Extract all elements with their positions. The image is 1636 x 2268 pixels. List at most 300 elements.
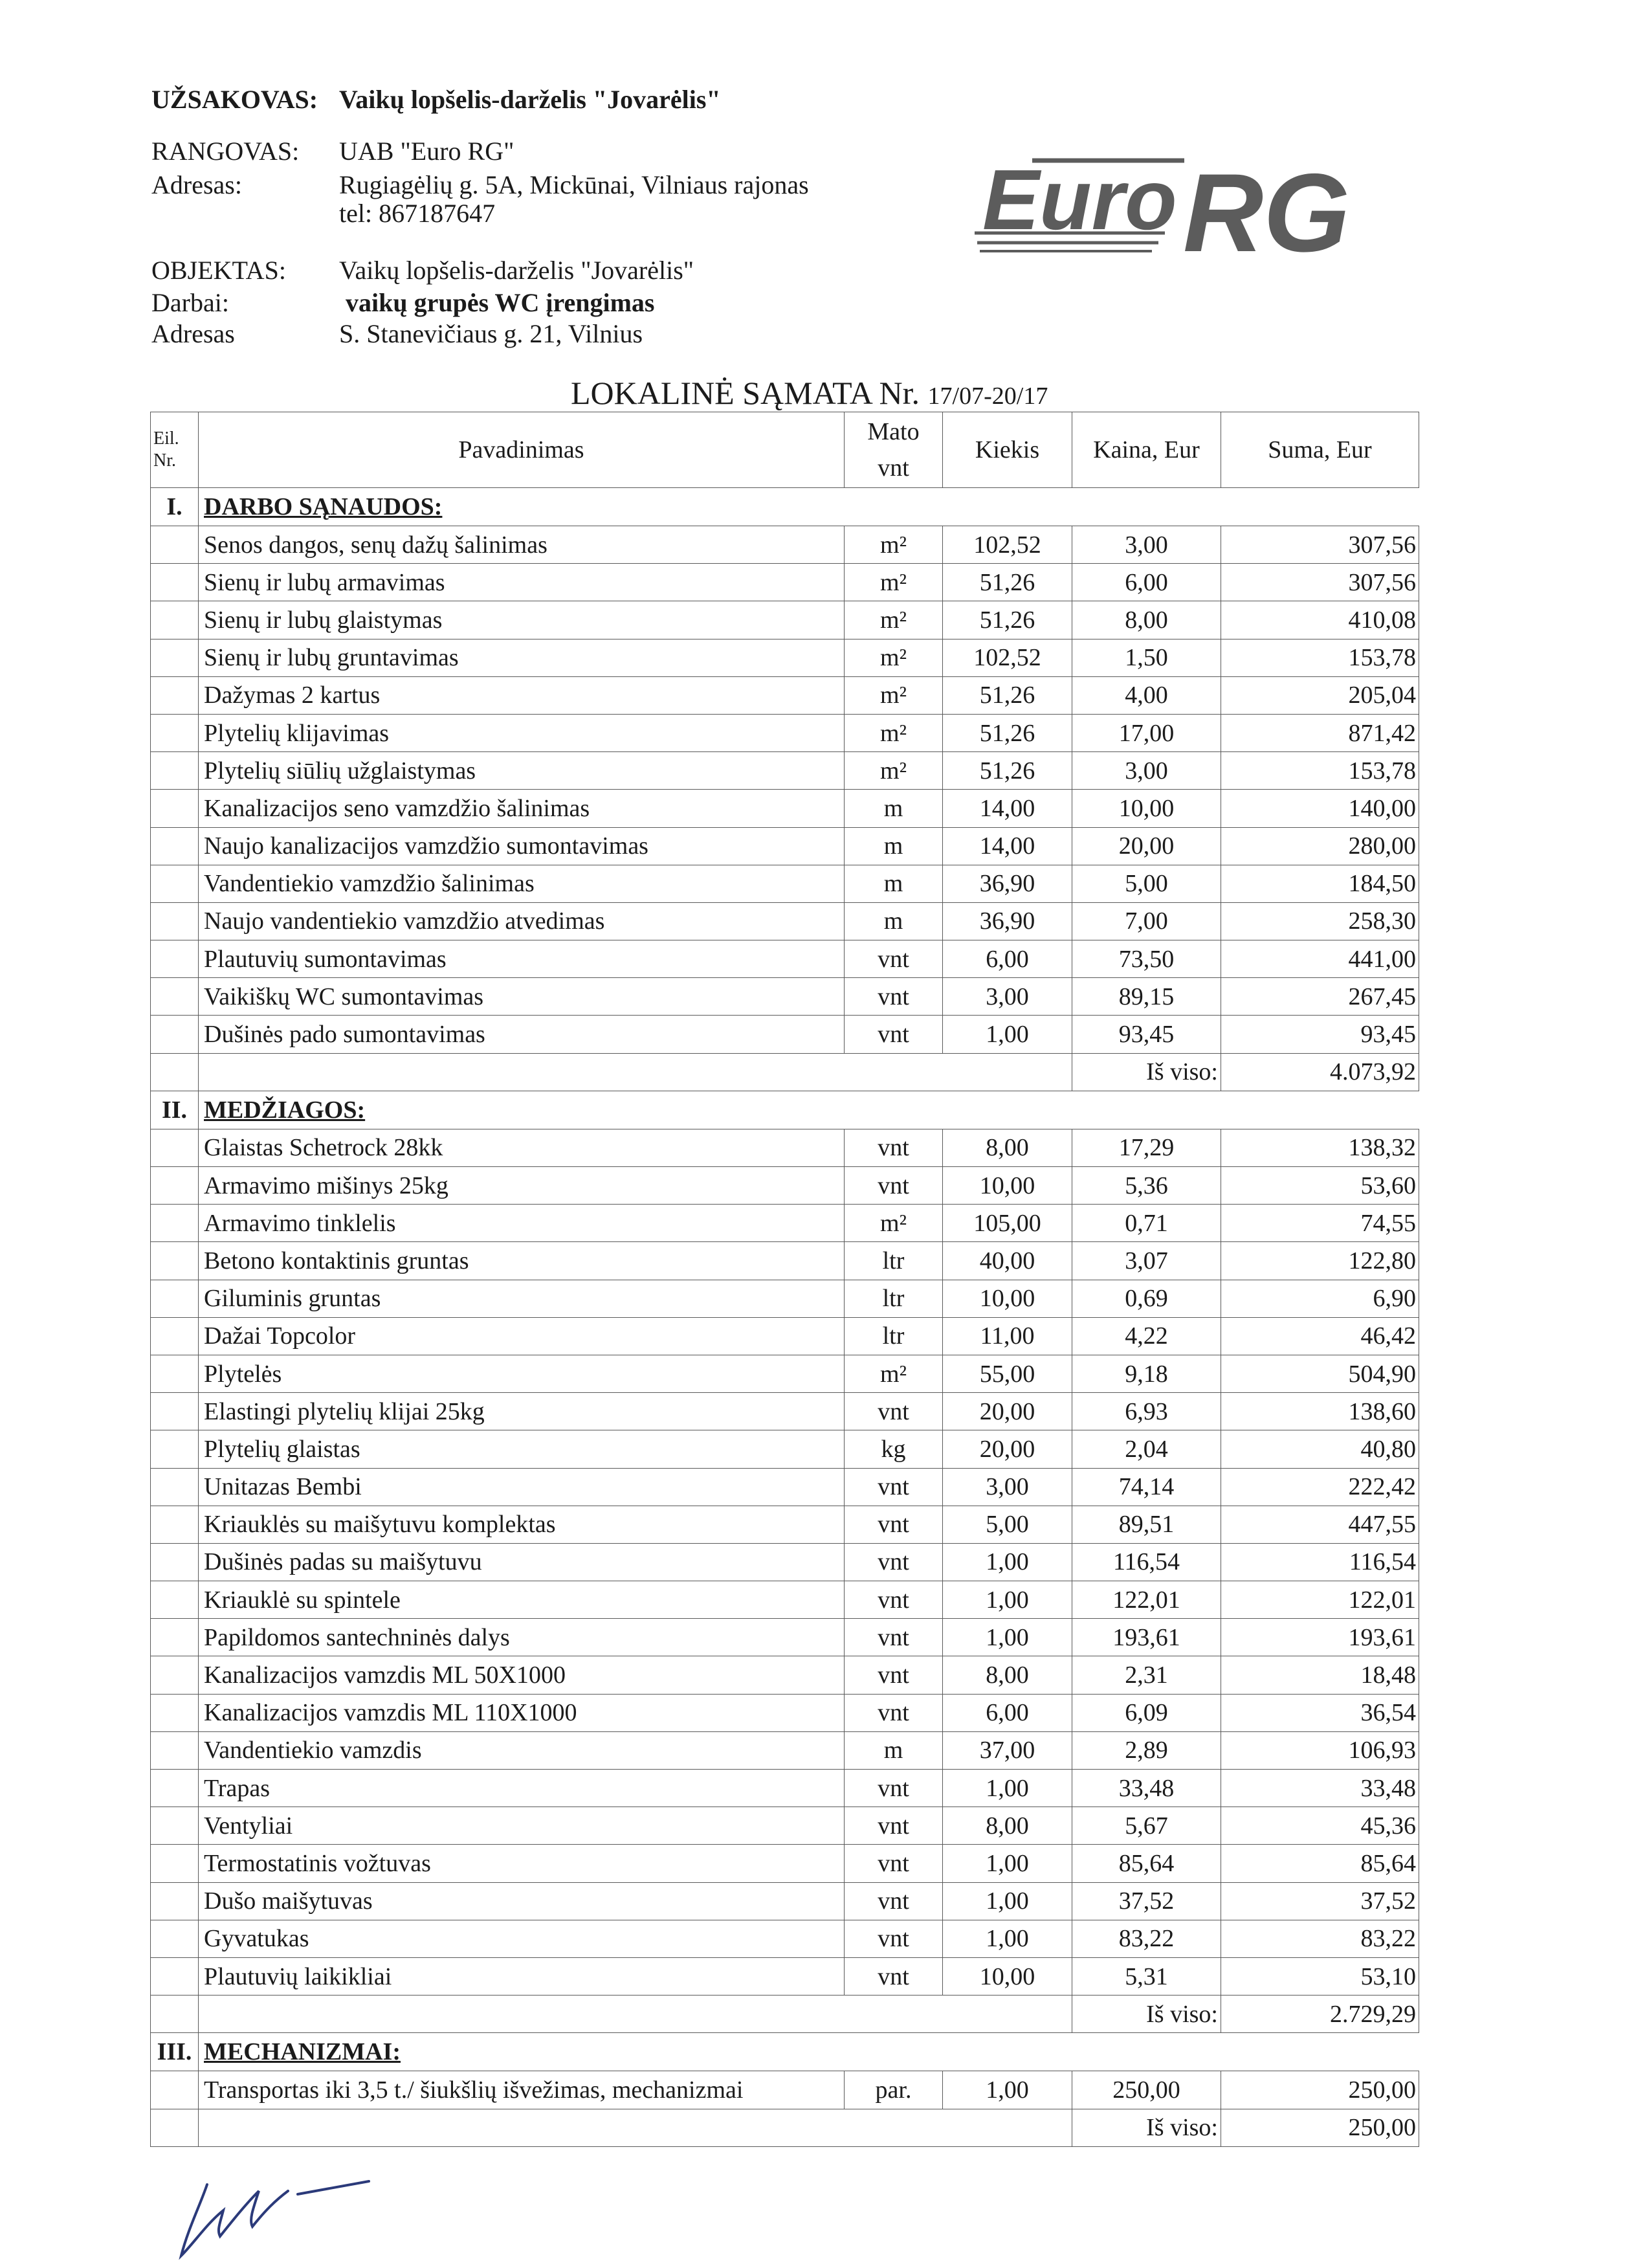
item-price: 83,22 xyxy=(1072,1920,1221,1957)
item-price: 3,07 xyxy=(1072,1242,1221,1280)
row-number-cell xyxy=(151,1355,199,1392)
item-sum: 504,90 xyxy=(1221,1355,1419,1392)
item-unit: kg xyxy=(845,1430,943,1468)
item-name: Betono kontaktinis gruntas xyxy=(199,1242,845,1280)
item-price: 89,15 xyxy=(1072,978,1221,1016)
item-name: Transportas iki 3,5 t./ šiukšlių išvežimas, mechanizmai xyxy=(199,2071,845,2109)
item-sum: 441,00 xyxy=(1221,940,1419,978)
item-sum: 447,55 xyxy=(1221,1506,1419,1543)
item-price: 89,51 xyxy=(1072,1506,1221,1543)
table-row xyxy=(151,1280,1419,1317)
item-name: Sienų ir lubų gruntavimas xyxy=(199,639,845,676)
item-qty: 10,00 xyxy=(943,1280,1072,1317)
header-unit: Mato vnt xyxy=(845,412,943,488)
item-qty: 1,00 xyxy=(943,2071,1072,2109)
contractor-address-label: Adresas: xyxy=(151,170,242,199)
item-price: 5,67 xyxy=(1072,1807,1221,1845)
item-price: 8,00 xyxy=(1072,601,1221,639)
row-number-cell xyxy=(151,1770,199,1807)
total-value: 250,00 xyxy=(1221,2109,1419,2146)
total-label: Iš viso: xyxy=(1072,1996,1221,2033)
object-address-label: Adresas xyxy=(151,319,235,348)
item-price: 37,52 xyxy=(1072,1882,1221,1920)
table-row xyxy=(151,978,1419,1016)
item-name: Armavimo tinklelis xyxy=(199,1205,845,1242)
item-name: Plautuvių laikikliai xyxy=(199,1957,845,1995)
row-number-cell xyxy=(151,902,199,940)
table-row xyxy=(151,1430,1419,1468)
row-number-cell xyxy=(151,1393,199,1430)
table-row xyxy=(151,1167,1419,1205)
item-qty: 51,26 xyxy=(943,714,1072,751)
item-sum: 871,42 xyxy=(1221,714,1419,751)
table-row xyxy=(151,752,1419,790)
table-row xyxy=(151,601,1419,639)
item-name: Plytelių siūlių užglaistymas xyxy=(199,752,845,790)
item-price: 2,89 xyxy=(1072,1731,1221,1769)
section-total-row xyxy=(151,1996,1419,2033)
item-sum: 267,45 xyxy=(1221,978,1419,1016)
item-qty: 3,00 xyxy=(943,978,1072,1016)
item-qty: 55,00 xyxy=(943,1355,1072,1392)
item-sum: 307,56 xyxy=(1221,526,1419,564)
table-row xyxy=(151,1807,1419,1845)
item-unit: vnt xyxy=(845,1167,943,1205)
section-header-row xyxy=(151,488,1419,526)
table-row xyxy=(151,2071,1419,2109)
table-row xyxy=(151,1845,1419,1882)
item-name: Dažymas 2 kartus xyxy=(199,676,845,714)
item-qty: 1,00 xyxy=(943,1581,1072,1619)
total-label: Iš viso: xyxy=(1072,2109,1221,2146)
item-qty: 11,00 xyxy=(943,1317,1072,1355)
item-name: Kanalizacijos vamzdis ML 110X1000 xyxy=(199,1694,845,1731)
item-unit: vnt xyxy=(845,1845,943,1882)
item-sum: 6,90 xyxy=(1221,1280,1419,1317)
row-number-cell xyxy=(151,1807,199,1845)
item-sum: 184,50 xyxy=(1221,865,1419,902)
row-number-cell xyxy=(151,1242,199,1280)
row-number-cell xyxy=(151,676,199,714)
object-value: Vaikų lopšelis-darželis "Jovarėlis" xyxy=(339,256,694,285)
table-row xyxy=(151,1317,1419,1355)
item-unit: vnt xyxy=(845,940,943,978)
table-row xyxy=(151,1393,1419,1430)
item-unit: par. xyxy=(845,2071,943,2109)
row-number-cell xyxy=(151,1205,199,1242)
item-qty: 6,00 xyxy=(943,1694,1072,1731)
signature xyxy=(162,2165,395,2265)
header-eil: Eil. Nr. xyxy=(151,412,199,488)
row-number-cell xyxy=(151,2071,199,2109)
item-price: 3,00 xyxy=(1072,752,1221,790)
item-qty: 10,00 xyxy=(943,1957,1072,1995)
item-qty: 1,00 xyxy=(943,1770,1072,1807)
estimate-title xyxy=(571,374,1048,412)
row-number-cell xyxy=(151,1317,199,1355)
item-price: 2,04 xyxy=(1072,1430,1221,1468)
table-row xyxy=(151,1882,1419,1920)
row-number-cell xyxy=(151,1920,199,1957)
item-price: 6,93 xyxy=(1072,1393,1221,1430)
item-unit: vnt xyxy=(845,1506,943,1543)
object-label: OBJEKTAS: xyxy=(151,256,286,285)
item-unit: ltr xyxy=(845,1280,943,1317)
item-name: Kriauklė su spintele xyxy=(199,1581,845,1619)
section-title: MECHANIZMAI: xyxy=(204,2038,401,2066)
table-header-row xyxy=(151,412,1419,488)
row-number-cell xyxy=(151,601,199,639)
item-name: Termostatinis vožtuvas xyxy=(199,1845,845,1882)
euro-rg-logo xyxy=(971,148,1367,258)
item-unit: ltr xyxy=(845,1317,943,1355)
item-qty: 8,00 xyxy=(943,1129,1072,1166)
header-sum: Suma, Eur xyxy=(1221,412,1419,488)
item-sum: 45,36 xyxy=(1221,1807,1419,1845)
row-number-cell xyxy=(151,639,199,676)
item-unit: m xyxy=(845,1731,943,1769)
item-unit: vnt xyxy=(845,1619,943,1656)
object-address-line xyxy=(151,318,863,350)
svg-text:RG: RG xyxy=(1183,151,1350,258)
object-address-value: S. Stanevičiaus g. 21, Vilnius xyxy=(339,319,643,348)
row-number-cell xyxy=(151,1543,199,1581)
item-price: 5,00 xyxy=(1072,865,1221,902)
item-qty: 105,00 xyxy=(943,1205,1072,1242)
table-row xyxy=(151,1016,1419,1053)
logo-graphic xyxy=(975,151,1350,258)
item-unit: vnt xyxy=(845,1920,943,1957)
item-name: Ventyliai xyxy=(199,1807,845,1845)
row-number-cell xyxy=(151,1581,199,1619)
item-qty: 102,52 xyxy=(943,526,1072,564)
item-unit: vnt xyxy=(845,1770,943,1807)
item-name: Vaikiškų WC sumontavimas xyxy=(199,978,845,1016)
item-price: 73,50 xyxy=(1072,940,1221,978)
item-unit: vnt xyxy=(845,978,943,1016)
item-qty: 1,00 xyxy=(943,1016,1072,1053)
item-name: Vandentiekio vamzdžio šalinimas xyxy=(199,865,845,902)
section-title-cell xyxy=(199,2033,1419,2071)
item-qty: 102,52 xyxy=(943,639,1072,676)
item-unit: m xyxy=(845,827,943,865)
table-row xyxy=(151,1205,1419,1242)
section-roman xyxy=(151,488,199,526)
item-sum: 46,42 xyxy=(1221,1317,1419,1355)
section-header-row xyxy=(151,2033,1419,2071)
item-unit: vnt xyxy=(845,1581,943,1619)
table-row xyxy=(151,1242,1419,1280)
item-qty: 40,00 xyxy=(943,1242,1072,1280)
customer-line xyxy=(151,84,799,115)
item-sum: 307,56 xyxy=(1221,564,1419,601)
row-number-cell xyxy=(151,1430,199,1468)
table-row xyxy=(151,865,1419,902)
item-name: Armavimo mišinys 25kg xyxy=(199,1167,845,1205)
item-name: Sienų ir lubų armavimas xyxy=(199,564,845,601)
object-line xyxy=(151,255,863,286)
item-unit: m² xyxy=(845,601,943,639)
row-number-cell xyxy=(151,1280,199,1317)
section-title: DARBO SĄNAUDOS: xyxy=(204,493,443,520)
item-price: 6,00 xyxy=(1072,564,1221,601)
item-qty: 1,00 xyxy=(943,1543,1072,1581)
table-row xyxy=(151,526,1419,564)
total-empty-cell xyxy=(151,1053,199,1091)
item-unit: m² xyxy=(845,1205,943,1242)
item-qty: 10,00 xyxy=(943,1167,1072,1205)
item-sum: 138,60 xyxy=(1221,1393,1419,1430)
item-unit: m xyxy=(845,790,943,827)
item-qty: 8,00 xyxy=(943,1807,1072,1845)
table-row xyxy=(151,940,1419,978)
works-line xyxy=(151,287,863,318)
item-qty: 6,00 xyxy=(943,940,1072,978)
item-unit: m² xyxy=(845,714,943,751)
item-sum: 74,55 xyxy=(1221,1205,1419,1242)
item-unit: vnt xyxy=(845,1393,943,1430)
total-label: Iš viso: xyxy=(1072,1053,1221,1091)
item-unit: vnt xyxy=(845,1957,943,1995)
item-sum: 116,54 xyxy=(1221,1543,1419,1581)
table-row xyxy=(151,1920,1419,1957)
item-qty: 36,90 xyxy=(943,865,1072,902)
row-number-cell xyxy=(151,865,199,902)
total-value: 2.729,29 xyxy=(1221,1996,1419,2033)
item-qty: 51,26 xyxy=(943,564,1072,601)
estimate-table xyxy=(150,412,1419,2147)
item-sum: 153,78 xyxy=(1221,639,1419,676)
row-number-cell xyxy=(151,827,199,865)
item-name: Kanalizacijos seno vamzdžio šalinimas xyxy=(199,790,845,827)
table-row xyxy=(151,902,1419,940)
row-number-cell xyxy=(151,1129,199,1166)
table-row xyxy=(151,1581,1419,1619)
total-value: 4.073,92 xyxy=(1221,1053,1419,1091)
table-row xyxy=(151,1468,1419,1506)
item-sum: 85,64 xyxy=(1221,1845,1419,1882)
item-name: Dažai Topcolor xyxy=(199,1317,845,1355)
table-row xyxy=(151,1129,1419,1166)
item-price: 33,48 xyxy=(1072,1770,1221,1807)
works-label: Darbai: xyxy=(151,288,229,317)
estimate-title-main: LOKALINĖ SĄMATA Nr. xyxy=(571,375,920,411)
item-unit: m² xyxy=(845,676,943,714)
row-number-cell xyxy=(151,1468,199,1506)
section-roman xyxy=(151,1091,199,1129)
item-sum: 410,08 xyxy=(1221,601,1419,639)
row-number-cell xyxy=(151,790,199,827)
total-empty-cell xyxy=(151,1996,199,2033)
svg-text:Euro: Euro xyxy=(982,152,1177,247)
contractor-phone-line xyxy=(151,198,863,229)
section-header-row xyxy=(151,1091,1419,1129)
item-price: 4,22 xyxy=(1072,1317,1221,1355)
item-price: 9,18 xyxy=(1072,1355,1221,1392)
item-qty: 1,00 xyxy=(943,1619,1072,1656)
section-title-cell xyxy=(199,1091,1419,1129)
item-unit: vnt xyxy=(845,1694,943,1731)
row-number-cell xyxy=(151,564,199,601)
item-name: Unitazas Bembi xyxy=(199,1468,845,1506)
item-qty: 3,00 xyxy=(943,1468,1072,1506)
item-name: Senos dangos, senų dažų šalinimas xyxy=(199,526,845,564)
item-sum: 222,42 xyxy=(1221,1468,1419,1506)
item-name: Giluminis gruntas xyxy=(199,1280,845,1317)
item-sum: 140,00 xyxy=(1221,790,1419,827)
item-unit: m² xyxy=(845,564,943,601)
estimate-number: 17/07-20/17 xyxy=(927,383,1048,410)
section-title: MEDŽIAGOS: xyxy=(204,1096,366,1124)
item-sum: 93,45 xyxy=(1221,1016,1419,1053)
item-price: 10,00 xyxy=(1072,790,1221,827)
item-qty: 1,00 xyxy=(943,1920,1072,1957)
item-price: 4,00 xyxy=(1072,676,1221,714)
item-price: 20,00 xyxy=(1072,827,1221,865)
table-row xyxy=(151,676,1419,714)
item-price: 85,64 xyxy=(1072,1845,1221,1882)
table-row xyxy=(151,790,1419,827)
row-number-cell xyxy=(151,752,199,790)
row-number-cell xyxy=(151,1694,199,1731)
header-price: Kaina, Eur xyxy=(1072,412,1221,488)
item-name: Kanalizacijos vamzdis ML 50X1000 xyxy=(199,1656,845,1694)
item-sum: 53,60 xyxy=(1221,1167,1419,1205)
row-number-cell xyxy=(151,1656,199,1694)
item-price: 122,01 xyxy=(1072,1581,1221,1619)
item-name: Plytelių klijavimas xyxy=(199,714,845,751)
table-row xyxy=(151,1506,1419,1543)
section-title-cell xyxy=(199,488,1419,526)
item-unit: m² xyxy=(845,752,943,790)
item-sum: 37,52 xyxy=(1221,1882,1419,1920)
section-number: II. xyxy=(161,1096,188,1124)
customer-label: UŽSAKOVAS: xyxy=(151,85,318,114)
item-sum: 280,00 xyxy=(1221,827,1419,865)
item-name: Vandentiekio vamzdis xyxy=(199,1731,845,1769)
contractor-address-line xyxy=(151,170,863,201)
table-row xyxy=(151,827,1419,865)
item-unit: vnt xyxy=(845,1129,943,1166)
signature-stroke xyxy=(181,2181,369,2256)
item-qty: 5,00 xyxy=(943,1506,1072,1543)
item-price: 5,36 xyxy=(1072,1167,1221,1205)
item-qty: 36,90 xyxy=(943,902,1072,940)
item-sum: 153,78 xyxy=(1221,752,1419,790)
item-qty: 1,00 xyxy=(943,1882,1072,1920)
item-price: 0,71 xyxy=(1072,1205,1221,1242)
item-sum: 205,04 xyxy=(1221,676,1419,714)
row-number-cell xyxy=(151,978,199,1016)
row-number-cell xyxy=(151,1845,199,1882)
item-price: 1,50 xyxy=(1072,639,1221,676)
item-price: 5,31 xyxy=(1072,1957,1221,1995)
item-qty: 51,26 xyxy=(943,601,1072,639)
item-price: 116,54 xyxy=(1072,1543,1221,1581)
item-sum: 193,61 xyxy=(1221,1619,1419,1656)
item-unit: m² xyxy=(845,526,943,564)
table-row xyxy=(151,714,1419,751)
item-unit: vnt xyxy=(845,1807,943,1845)
item-unit: vnt xyxy=(845,1656,943,1694)
item-unit: m xyxy=(845,865,943,902)
item-qty: 51,26 xyxy=(943,676,1072,714)
section-number: I. xyxy=(166,493,182,520)
contractor-label: RANGOVAS: xyxy=(151,137,300,166)
row-number-cell xyxy=(151,1016,199,1053)
item-price: 2,31 xyxy=(1072,1656,1221,1694)
item-sum: 138,32 xyxy=(1221,1129,1419,1166)
row-number-cell xyxy=(151,1882,199,1920)
item-qty: 14,00 xyxy=(943,790,1072,827)
table-row xyxy=(151,1355,1419,1392)
item-name: Elastingi plytelių klijai 25kg xyxy=(199,1393,845,1430)
item-price: 17,00 xyxy=(1072,714,1221,751)
total-empty-cell xyxy=(199,2109,1072,2146)
row-number-cell xyxy=(151,714,199,751)
item-name: Dušinės pado sumontavimas xyxy=(199,1016,845,1053)
row-number-cell xyxy=(151,940,199,978)
item-name: Gyvatukas xyxy=(199,1920,845,1957)
item-price: 17,29 xyxy=(1072,1129,1221,1166)
item-name: Dušo maišytuvas xyxy=(199,1882,845,1920)
item-price: 3,00 xyxy=(1072,526,1221,564)
item-name: Trapas xyxy=(199,1770,845,1807)
item-price: 0,69 xyxy=(1072,1280,1221,1317)
row-number-cell xyxy=(151,526,199,564)
table-row xyxy=(151,1694,1419,1731)
item-price: 93,45 xyxy=(1072,1016,1221,1053)
table-row xyxy=(151,1770,1419,1807)
item-sum: 53,10 xyxy=(1221,1957,1419,1995)
item-price: 193,61 xyxy=(1072,1619,1221,1656)
item-sum: 258,30 xyxy=(1221,902,1419,940)
contractor-phone: tel: 867187647 xyxy=(339,199,496,228)
item-name: Glaistas Schetrock 28kk xyxy=(199,1129,845,1166)
customer-value: Vaikų lopšelis-darželis "Jovarėlis" xyxy=(339,85,721,114)
item-name: Kriauklės su maišytuvu komplektas xyxy=(199,1506,845,1543)
item-qty: 14,00 xyxy=(943,827,1072,865)
contractor-value: UAB "Euro RG" xyxy=(339,137,514,166)
item-price: 6,09 xyxy=(1072,1694,1221,1731)
item-name: Dušinės padas su maišytuvu xyxy=(199,1543,845,1581)
item-unit: vnt xyxy=(845,1468,943,1506)
row-number-cell xyxy=(151,1619,199,1656)
item-unit: vnt xyxy=(845,1543,943,1581)
header-name: Pavadinimas xyxy=(199,412,845,488)
item-sum: 83,22 xyxy=(1221,1920,1419,1957)
item-sum: 33,48 xyxy=(1221,1770,1419,1807)
works-value: vaikų grupės WC įrengimas xyxy=(346,288,655,317)
item-unit: ltr xyxy=(845,1242,943,1280)
total-empty-cell xyxy=(151,2109,199,2146)
table-row xyxy=(151,1656,1419,1694)
item-name: Plytelės xyxy=(199,1355,845,1392)
contractor-line xyxy=(151,136,863,167)
section-total-row xyxy=(151,1053,1419,1091)
row-number-cell xyxy=(151,1167,199,1205)
total-empty-cell xyxy=(199,1053,1072,1091)
item-name: Naujo kanalizacijos vamzdžio sumontavimas xyxy=(199,827,845,865)
item-sum: 40,80 xyxy=(1221,1430,1419,1468)
total-empty-cell xyxy=(199,1996,1072,2033)
item-sum: 36,54 xyxy=(1221,1694,1419,1731)
table-row xyxy=(151,1957,1419,1995)
item-unit: m xyxy=(845,902,943,940)
row-number-cell xyxy=(151,1731,199,1769)
item-unit: vnt xyxy=(845,1016,943,1053)
table-row xyxy=(151,1619,1419,1656)
